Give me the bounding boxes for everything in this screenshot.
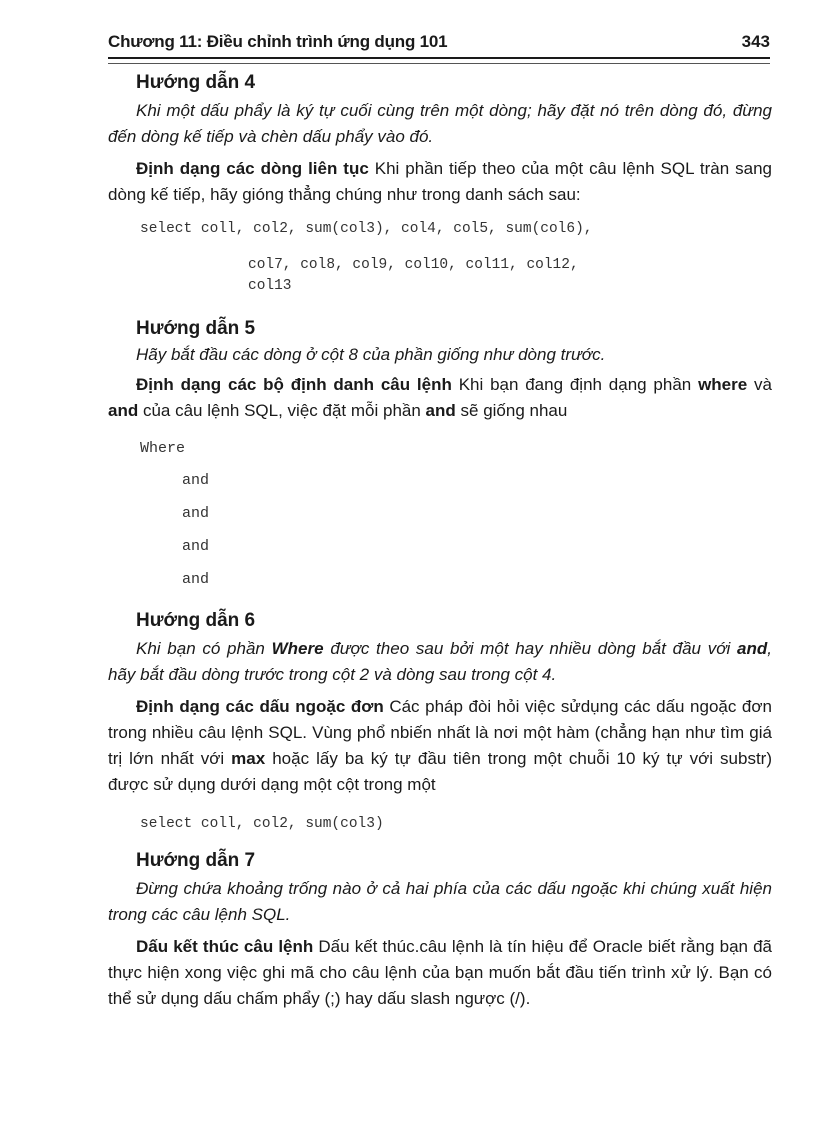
chapter-title: Chương 11: Điều chỉnh trình ứng dụng 101	[108, 32, 448, 51]
guide-6-rule-a: Khi bạn có phần	[136, 639, 265, 658]
guide-5-title: Hướng dẫn 5	[136, 318, 256, 339]
code-select-parentheses: select coll, col2, sum(col3)	[140, 816, 384, 832]
guide-7-lead: Dấu kết thúc câu lệnh	[136, 937, 314, 956]
guide-6-keyword-max: max	[231, 749, 266, 768]
guide-6-rule	[108, 636, 772, 688]
guide-5-paragraph	[108, 372, 772, 424]
code-where: Where	[140, 440, 186, 457]
guide-5-section	[108, 318, 772, 424]
guide-4-lead: Định dạng các dòng liên tục	[136, 159, 369, 178]
code-and: and	[182, 571, 210, 588]
code-continuation-line3: col13	[248, 278, 292, 294]
code-continuation-line1: select coll, col2, sum(col3), col4, col5, sum(col6),	[140, 221, 593, 237]
guide-6-body-b: hoặc lấy ba ký tự đầu tiên trong một chuỗi 10 ký tự với substr) được sử dụng dưới dạng một cột trong một	[108, 749, 772, 794]
guide-6-section	[108, 610, 772, 798]
header-rule	[108, 57, 770, 59]
guide-6-rule-c: , hãy bắt đầu dòng trước trong cột 2 và dòng sau trong cột 4.	[108, 639, 772, 684]
code-and: and	[182, 472, 210, 489]
guide-5-body-a: Khi bạn đang định dạng phần	[458, 375, 692, 394]
code-continuation-line2: col7, col8, col9, col10, col11, col12,	[248, 257, 579, 273]
guide-4-section	[108, 72, 772, 208]
guide-5-body-c: của câu lệnh SQL, việc đặt mỗi phần	[142, 401, 421, 420]
guide-5-keyword-and-2: and	[425, 401, 456, 420]
guide-5-body-d: sẽ giống nhau	[460, 401, 568, 420]
running-header	[108, 30, 770, 56]
guide-5-keyword-where: where	[698, 375, 748, 394]
guide-5-keyword-and: and	[108, 401, 139, 420]
guide-6-lead: Định dạng các dấu ngoặc đơn	[136, 697, 384, 716]
guide-6-keyword-where: Where	[271, 639, 324, 658]
guide-5-body-b: và	[754, 375, 772, 394]
guide-4-title: Hướng dẫn 4	[136, 72, 256, 93]
code-and: and	[182, 505, 210, 522]
guide-7-section	[108, 850, 772, 1012]
header-rule-thin	[108, 63, 770, 64]
guide-7-title: Hướng dẫn 7	[136, 850, 256, 871]
page-number: 343	[741, 32, 770, 51]
guide-4-body: Khi phần tiếp theo của một câu lệnh SQL tràn sang dòng kế tiếp, hãy gióng thẳng chúng như trong danh sách sau:	[108, 159, 772, 204]
guide-4-rule: Khi một dấu phẩy là ký tự cuối cùng trên một dòng; hãy đặt nó trên dòng đó, đừng đến dòng kế tiếp và chèn dấu phẩy vào đó.	[108, 101, 772, 146]
guide-7-body: Dấu kết thúc.câu lệnh là tín hiệu để Oracle biết rằng bạn đã thực hiện xong việc ghi mã cho câu lệnh của bạn muốn bắt đầu tiến trình xử lý. Bạn có thể sử dụng dấu chấm phẩy (;) hay dấu slash ngược (/).	[108, 937, 773, 1008]
guide-6-rule-b: được theo sau bởi một hay nhiều dòng bắt đầu với	[330, 639, 731, 658]
guide-6-title: Hướng dẫn 6	[136, 610, 256, 631]
guide-5-lead: Định dạng các bộ định danh câu lệnh	[136, 375, 452, 394]
guide-6-keyword-and: and	[737, 639, 768, 658]
guide-6-paragraph	[108, 694, 772, 798]
guide-4-paragraph	[108, 156, 772, 208]
guide-6-body-a: Các pháp đòi hỏi việc sửdụng các dấu ngoặc đơn trong nhiều câu lệnh SQL. Vùng phổ nbiến nhất là nơi một hàm (chẳng hạn như tìm giá trị lớn nhất với	[108, 697, 772, 768]
guide-5-rule: Hãy bắt đầu các dòng ở cột 8 của phần giống như dòng trước.	[136, 345, 606, 364]
code-and: and	[182, 538, 210, 555]
guide-7-rule: Đừng chứa khoảng trống nào ở cả hai phía của các dấu ngoặc khi chúng xuất hiện trong các câu lệnh SQL.	[108, 879, 772, 924]
guide-7-paragraph	[108, 934, 772, 1012]
